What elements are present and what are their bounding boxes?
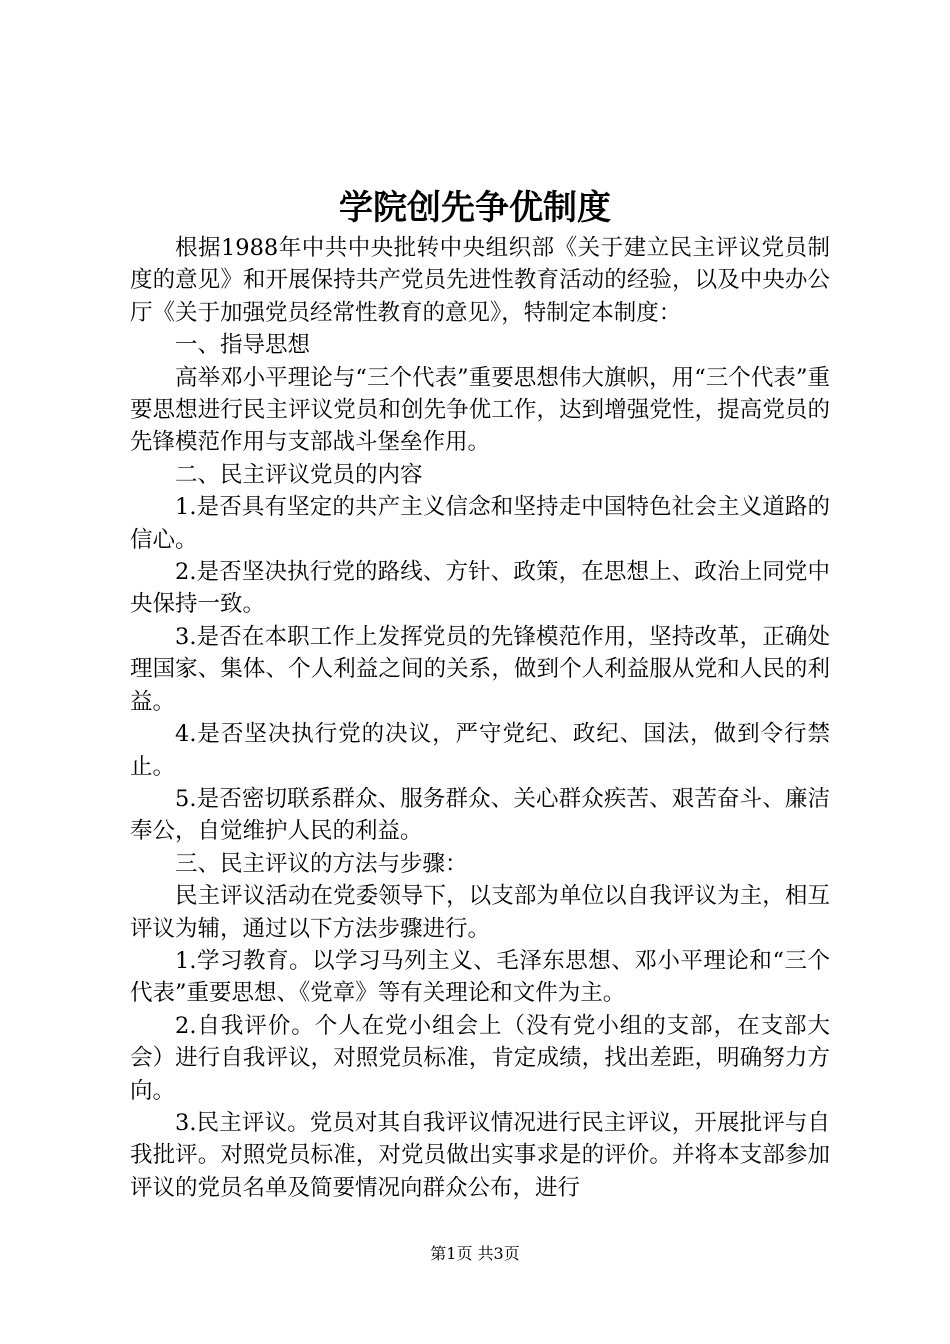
document-body — [130, 232, 830, 1204]
paragraph-intro: 根据1988年中共中央批转中央组织部《关于建立民主评议党员制度的意见》和开展保持共产党员先进性教育活动的经验，以及中央办公厅《关于加强党员经常性教育的意见》，特制定本制度： — [130, 235, 830, 326]
list-item-content-5: 5.是否密切联系群众、服务群众、关心群众疾苦、艰苦奋斗、廉洁奉公，自觉维护人民的利益。 — [130, 785, 830, 845]
paragraph-guiding-thought: 高举邓小平理论与“三个代表”重要思想伟大旗帜，用“三个代表”重要思想进行民主评议党员和创先争优工作，达到增强党性，提高党员的先锋模范作用与支部战斗堡垒作用。 — [130, 364, 830, 456]
list-item-step-2: 2.自我评价。个人在党小组会上（没有党小组的支部，在支部大会）进行自我评议，对照党员标准，肯定成绩，找出差距，明确努力方向。 — [130, 1012, 830, 1104]
document-title: 学院创先争优制度 — [339, 188, 611, 228]
list-item-content-1: 1.是否具有坚定的共产主义信念和坚持走中国特色社会主义道路的信心。 — [130, 494, 830, 553]
paragraph-method-intro: 民主评议活动在党委领导下，以支部为单位以自我评议为主，相互评议为辅，通过以下方法步骤进行。 — [130, 883, 830, 942]
list-item-content-4: 4.是否坚决执行党的决议，严守党纪、政纪、国法，做到令行禁止。 — [130, 721, 830, 780]
list-item-step-3: 3.民主评议。党员对其自我评议情况进行民主评议，开展批评与自我批评。对照党员标准，对党员做出实事求是的评价。并将本支部参加评议的党员名单及简要情况向群众公布，进行 — [130, 1109, 830, 1201]
list-item-content-3: 3.是否在本职工作上发挥党员的先锋模范作用，坚持改革，正确处理国家、集体、个人利益之间的关系，做到个人利益服从党和人民的利益。 — [130, 623, 830, 715]
section-heading-1: 一、指导思想 — [175, 332, 311, 359]
section-heading-3: 三、民主评议的方法与步骤： — [175, 850, 468, 877]
list-item-step-1: 1.学习教育。以学习马列主义、毛泽东思想、邓小平理论和“三个代表”重要思想、《党章》等有关理论和文件为主。 — [130, 947, 830, 1007]
section-heading-2: 二、民主评议党员的内容 — [175, 461, 423, 488]
list-item-content-2: 2.是否坚决执行党的路线、方针、政策，在思想上、政治上同党中央保持一致。 — [130, 559, 830, 618]
page-footer: 第1页 共3页 — [430, 1244, 520, 1263]
